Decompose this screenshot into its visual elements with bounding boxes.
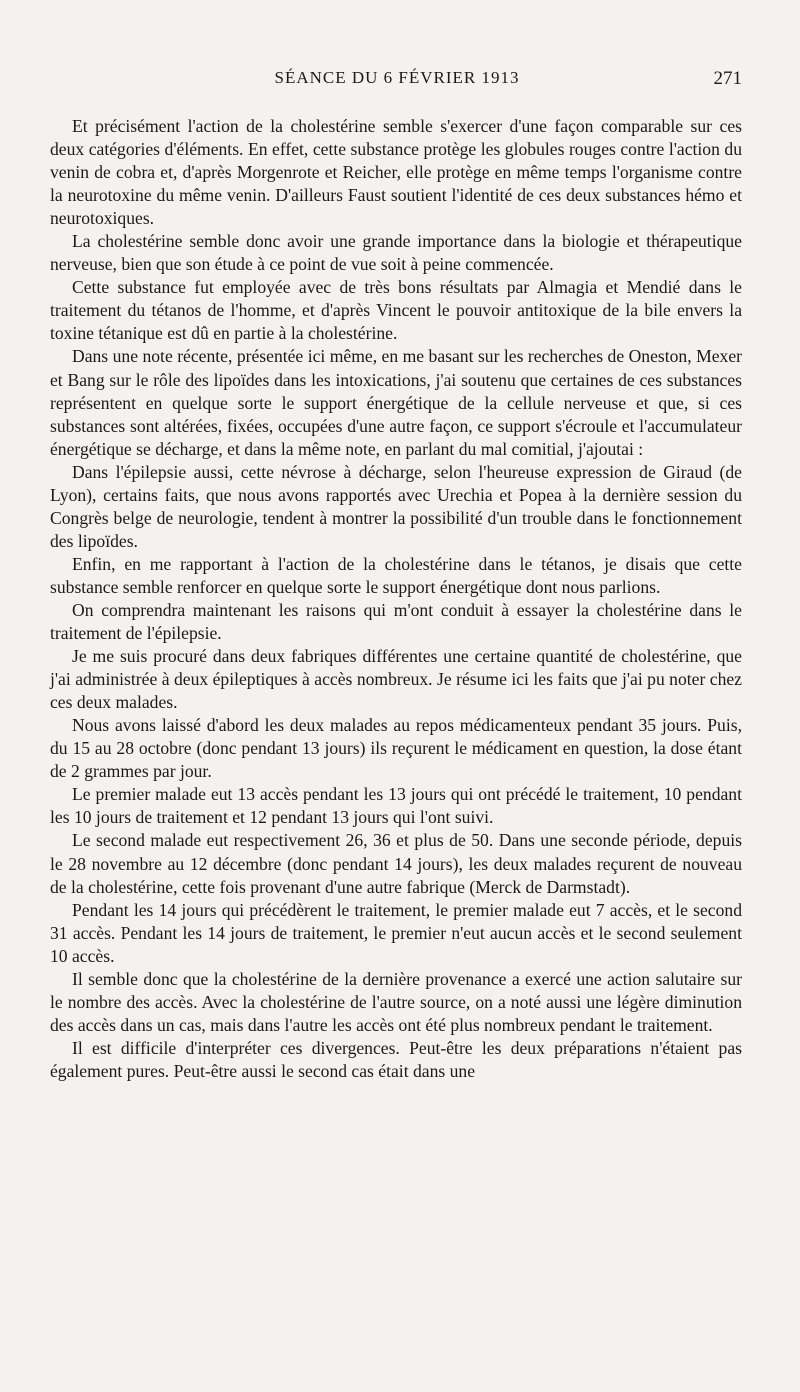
paragraph: Il semble donc que la cholestérine de la dernière provenance a exercé une action salutaire sur le nombre des accès. Avec la cholestérine de l'autre source, on a noté aussi une légère diminution des accès dans un cas, mais dans l'autre les accès ont été plus nombreux pendant le traitement. [50,968,742,1035]
running-title: SÉANCE DU 6 FÉVRIER 1913 [274,68,520,87]
paragraph: Nous avons laissé d'abord les deux malades au repos médicamenteux pendant 35 jours. Puis, du 15 au 28 octobre (donc pendant 13 jours) ils reçurent le médicament en question, la dose étant de 2 grammes par jour. [50,715,742,782]
paragraph: La cholestérine semble donc avoir une grande importance dans la biologie et thérapeutique nerveuse, bien que son étude à ce point de vue soit à peine commencée. [50,231,742,275]
paragraph: Enfin, en me rapportant à l'action de la cholestérine dans le tétanos, je disais que cette substance semble renforcer en quelque sorte le support énergétique dont nous parlions. [50,553,742,597]
page-number: 271 [713,68,742,89]
paragraph: Je me suis procuré dans deux fabriques différentes une certaine quantité de cholestérine, que j'ai administrée à deux épileptiques à accès nombreux. Je résume ici les faits que j'ai pu noter chez ces deux malades. [50,646,742,713]
running-head [52,68,742,92]
paragraph: Dans une note récente, présentée ici même, en me basant sur les recherches de Oneston, Mexer et Bang sur le rôle des lipoïdes dans les intoxications, j'ai soutenu que certaines de ces substances représentent en quelque sorte le support énergétique de la cellule nerveuse et que, si ces substances sont altérées, fixées, occupées d'une autre façon, ce support s'écroule et l'accumulateur énergétique se décharge, et dans la même note, en parlant du mal comitial, j'ajoutai : [50,346,742,459]
paragraph: Dans l'épilepsie aussi, cette névrose à décharge, selon l'heureuse expression de Giraud (de Lyon), certains faits, que nous avons rapportés avec Urechia et Popea à la dernière session du Congrès belge de neurologie, tendent à montrer la possibilité d'un trouble dans le fonctionnement des lipoïdes. [50,461,742,551]
paragraph: Pendant les 14 jours qui précédèrent le traitement, le premier malade eut 7 accès, et le second 31 accès. Pendant les 14 jours de traitement, le premier n'eut aucun accès et le second seulement 10 accès. [50,899,742,966]
paragraph: Le second malade eut respectivement 26, 36 et plus de 50. Dans une seconde période, depuis le 28 novembre au 12 décembre (donc pendant 14 jours), les deux malades reçurent de nouveau de la cholestérine, cette fois provenant d'une autre fabrique (Merck de Darmstadt). [50,830,742,897]
paragraph: On comprendra maintenant les raisons qui m'ont conduit à essayer la cholestérine dans le traitement de l'épilepsie. [50,599,742,644]
paragraph: Le premier malade eut 13 accès pendant les 13 jours qui ont précédé le traitement, 10 pendant les 10 jours de traitement et 12 pendant 13 jours qui l'ont suivi. [50,784,742,828]
body-text [50,115,742,1083]
paragraph: Cette substance fut employée avec de très bons résultats par Almagia et Mendié dans le traitement du tétanos de l'homme, et d'après Vincent le pouvoir antitoxique de la bile envers la toxine tétanique est dû en partie à la cholestérine. [50,277,742,344]
paragraph: Et précisément l'action de la cholestérine semble s'exercer d'une façon comparable sur ces deux catégories d'éléments. En effet, cette substance protège les globules rouges contre l'action du venin de cobra et, d'après Morgenrote et Reicher, elle protège en même temps l'organisme contre la neurotoxine du même venin. D'ailleurs Faust soutient l'identité de ces deux substances hémo et neurotoxiques. [50,116,742,229]
paragraph: Il est difficile d'interpréter ces divergences. Peut-être les deux préparations n'étaient pas également pures. Peut-être aussi le second cas était dans une [50,1037,742,1081]
